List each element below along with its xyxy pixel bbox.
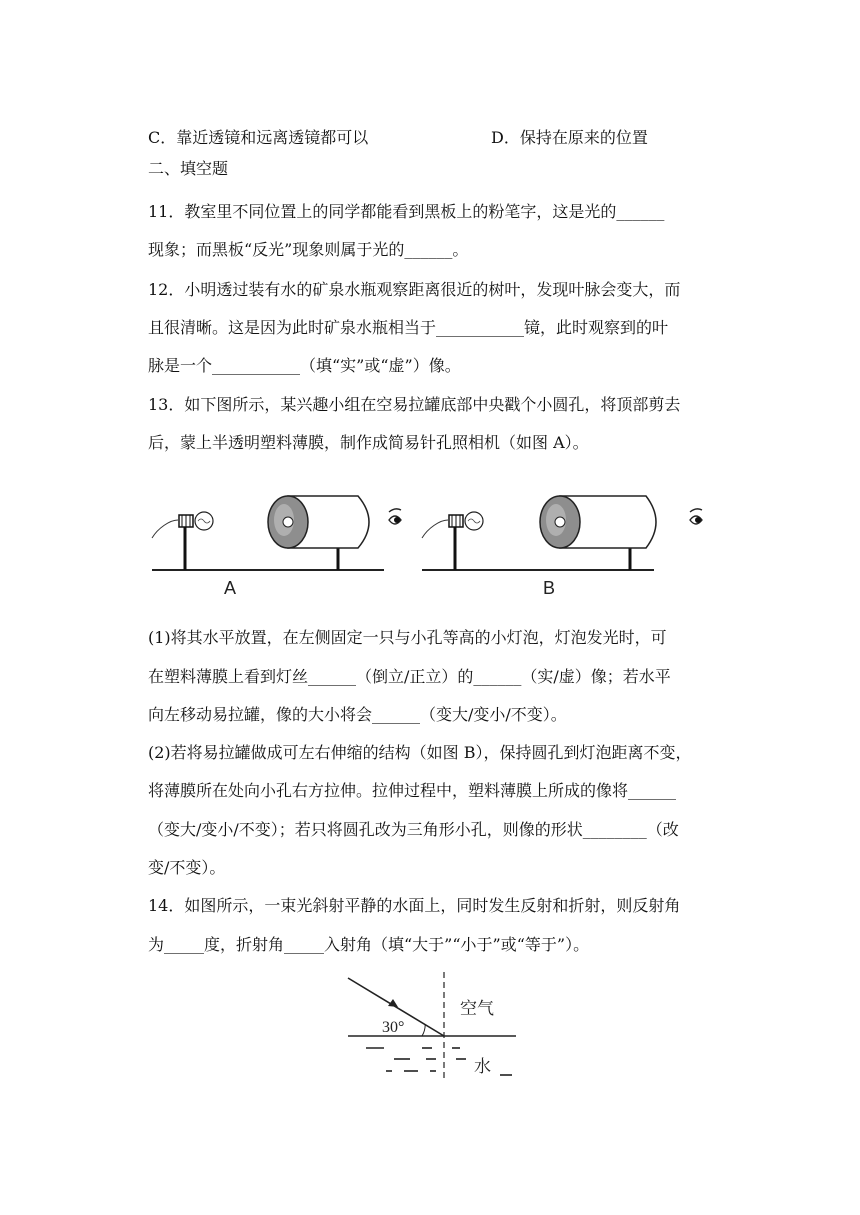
eye-icon — [389, 509, 401, 524]
angle-label: 30° — [382, 1019, 405, 1036]
lamp-wire-b — [422, 520, 448, 538]
option-d: D．保持在原来的位置 — [491, 128, 648, 147]
q13-line-1: 13．如下图所示，某兴趣小组在空易拉罐底部中央戳个小圆孔，将顶部剪去 — [148, 395, 681, 414]
refraction-figure — [340, 968, 520, 1084]
q13-part2-line-1: (2)若将易拉罐做成可左右伸缩的结构（如图 B），保持圆孔到灯泡距离不变， — [148, 743, 692, 762]
q14-line-2: 为_____度，折射角_____入射角（填“大于”“小于”或“等于”）。 — [148, 935, 590, 954]
figure-label-b: B — [543, 578, 556, 598]
air-label: 空气 — [460, 999, 494, 1018]
q12-line-2: 且很清晰。这是因为此时矿泉水瓶相当于___________镜，此时观察到的叶 — [148, 318, 669, 337]
figure-b — [422, 496, 702, 570]
q12-line-3: 脉是一个___________（填“实”或“虚”）像。 — [148, 356, 461, 375]
lamp-wire-a — [152, 520, 178, 538]
lamp-b — [422, 512, 483, 570]
option-c: C．靠近透镜和远离透镜都可以 — [148, 128, 369, 147]
q13-part2-line-3: （变大/变小/不变）；若只将圆孔改为三角形小孔，则像的形状________（改 — [148, 820, 679, 839]
q11-line-1: 11．教室里不同位置上的同学都能看到黑板上的粉笔字，这是光的______ — [148, 202, 665, 221]
pinhole-b — [555, 517, 565, 527]
figure-label-a: A — [224, 578, 237, 598]
section-title: 二、填空题 — [148, 159, 229, 178]
q13-part1-line-1: (1)将其水平放置，在左侧固定一只与小孔等高的小灯泡，灯泡发光时，可 — [148, 628, 667, 647]
q13-part2-line-4: 变/不变）。 — [148, 858, 226, 877]
angle-arc — [422, 1025, 425, 1036]
q13-part1-line-2: 在塑料薄膜上看到灯丝______（倒立/正立）的______（实/虚）像；若水平 — [148, 667, 671, 686]
can-b — [540, 496, 656, 570]
lamp-a — [152, 512, 213, 570]
q14-line-1: 14．如图所示，一束光斜射平静的水面上，同时发生反射和折射，则反射角 — [148, 896, 681, 915]
q13-part1-line-3: 向左移动易拉罐，像的大小将会______（变大/变小/不变）。 — [148, 705, 567, 724]
pinhole-a — [283, 517, 293, 527]
pinhole-camera-figure — [148, 486, 728, 602]
q12-line-1: 12．小明透过装有水的矿泉水瓶观察距离很近的树叶，发现叶脉会变大，而 — [148, 280, 681, 299]
can-a — [268, 496, 369, 570]
water-label: 水 — [474, 1057, 491, 1076]
eye-icon-b — [690, 509, 702, 524]
q13-part2-line-2: 将薄膜所在处向小孔右方拉伸。拉伸过程中，塑料薄膜上所成的像将______ — [148, 781, 677, 800]
q13-line-2: 后，蒙上半透明塑料薄膜，制作成简易针孔照相机（如图 A）。 — [148, 433, 589, 452]
q11-line-2: 现象；而黑板“反光”现象则属于光的______。 — [148, 240, 469, 259]
figure-a — [152, 496, 401, 570]
